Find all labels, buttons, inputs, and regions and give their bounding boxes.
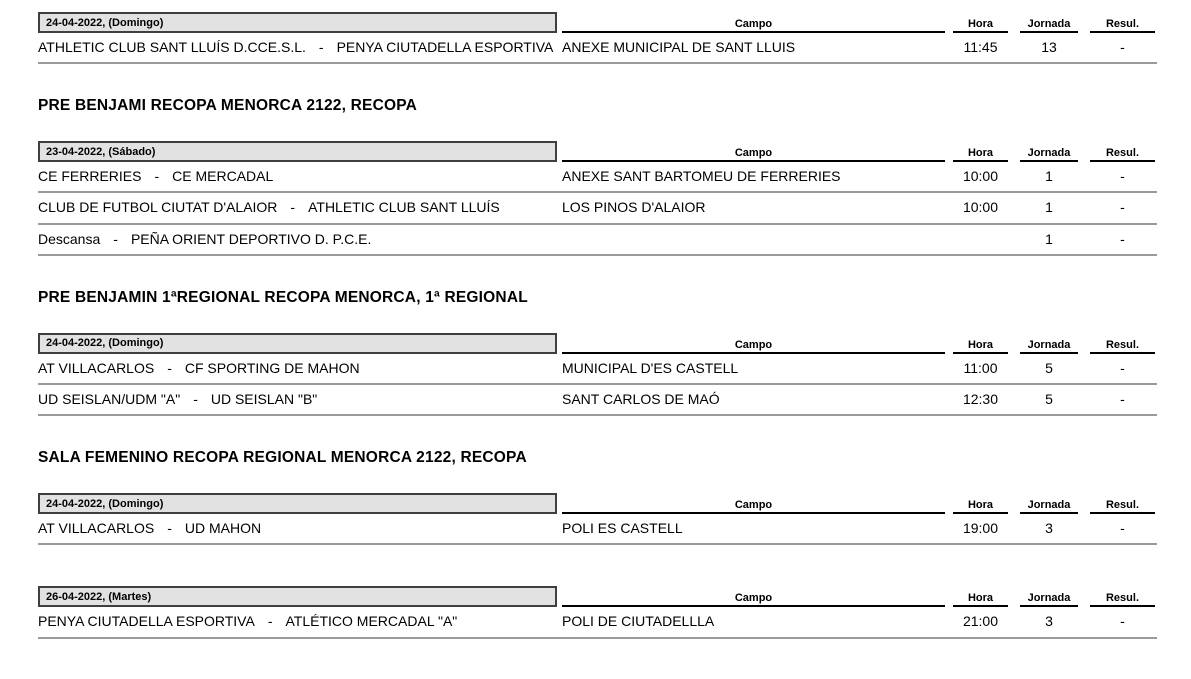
away-team: ATHLETIC CLUB SANT LLUÍS [308,199,500,216]
match-cell [38,359,557,377]
campo-cell: LOS PINOS D'ALAIOR [562,199,706,216]
jornada-cell: 1 [1045,230,1053,247]
jornada-cell: 1 [1045,168,1053,185]
hora-cell: 21:00 [962,613,999,630]
away-team: CE MERCADAL [172,168,274,185]
column-header-jornada: Jornada [1020,493,1078,514]
tables-group [38,141,1157,256]
resul-cell: - [1120,613,1125,630]
tables-group [38,12,1157,64]
competition-heading: PRE BENJAMI RECOPA MENORCA 2122, RECOPA [38,97,418,115]
vs-dash: - [318,39,324,55]
resul-cell: - [1120,359,1125,376]
column-header-resul: Resul. [1090,493,1155,514]
fixture-row [38,162,1157,193]
date-header [38,586,557,607]
away-team: CF SPORTING DE MAHON [184,359,360,376]
table-rows [38,33,1157,64]
jornada-cell: 13 [1041,39,1057,55]
competition-section [38,289,1157,416]
column-header-campo: Campo [562,586,945,607]
date-label: 26-04-2022, (Martes) [46,590,152,603]
home-team: AT VILLACARLOS [38,359,155,376]
date-label: 24-04-2022, (Domingo) [46,16,164,29]
home-team: CE FERRERIES [38,168,142,185]
competition-section [38,449,1157,638]
jornada-cell: 3 [1045,613,1053,630]
table-rows [38,354,1157,416]
date-label: 23-04-2022, (Sábado) [46,145,156,158]
home-team: AT VILLACARLOS [38,520,155,537]
table-rows [38,162,1157,256]
home-team: Descansa [38,230,101,247]
away-team: PEÑA ORIENT DEPORTIVO D. P.C.E. [130,230,372,247]
fixture-row [38,33,1157,64]
jornada-cell: 5 [1045,390,1053,407]
column-header-hora: Hora [953,493,1008,514]
hora-cell: 11:00 [963,359,998,376]
hora-cell: 19:00 [962,520,999,537]
column-header-hora: Hora [953,141,1008,162]
away-team: PENYA CIUTADELLA ESPORTIVA [336,39,554,55]
column-header-resul: Resul. [1090,333,1155,354]
column-header-campo: Campo [562,12,945,33]
table-rows [38,514,1157,545]
competition-heading: SALA FEMENINO RECOPA REGIONAL MENORCA 2122, RECOPA [38,449,527,467]
away-team: ATLÉTICO MERCADAL "A" [285,613,458,630]
hora-cell: 10:00 [962,199,999,216]
sections-container [38,12,1157,639]
campo-cell: POLI ES CASTELL [562,520,683,537]
date-header [38,141,557,162]
jornada-cell: 5 [1045,359,1053,376]
column-header-jornada: Jornada [1020,141,1078,162]
column-header-jornada: Jornada [1020,586,1078,607]
campo-cell: POLI DE CIUTADELLLA [562,613,715,630]
match-cell [38,519,557,537]
away-team: UD MAHON [184,520,262,537]
fixtures-table [38,333,1157,416]
campo-cell: SANT CARLOS DE MAÓ [562,390,720,407]
table-rows [38,607,1157,638]
column-header-campo: Campo [562,333,945,354]
fixtures-table [38,493,1157,545]
fixture-row [38,514,1157,545]
resul-cell: - [1120,199,1125,216]
fixtures-table [38,586,1157,638]
table-header-row [38,333,1157,354]
campo-cell: ANEXE SANT BARTOMEU DE FERRERIES [562,168,841,185]
column-header-hora: Hora [953,12,1008,33]
fixture-row [38,385,1157,416]
match-cell [38,390,557,408]
competition-section [38,97,1157,256]
resul-cell: - [1120,230,1125,247]
table-header-row [38,141,1157,162]
vs-dash: - [167,359,172,376]
column-header-campo: Campo [562,493,945,514]
competition-section [38,12,1157,64]
date-label: 24-04-2022, (Domingo) [46,497,164,510]
fixture-row [38,193,1157,224]
hora-cell: 11:45 [963,39,998,55]
column-header-hora: Hora [953,586,1008,607]
fixtures-table [38,12,1157,64]
campo-cell: MUNICIPAL D'ES CASTELL [562,359,739,376]
vs-dash: - [193,390,198,407]
match-cell [38,167,557,185]
vs-dash: - [290,199,296,216]
resul-cell: - [1120,39,1125,55]
away-team: UD SEISLAN "B" [210,390,318,407]
column-header-resul: Resul. [1090,12,1155,33]
column-header-jornada: Jornada [1020,333,1078,354]
home-team: ATHLETIC CLUB SANT LLUÍS D.CCE.S.L. [38,39,306,55]
vs-dash: - [167,520,172,537]
date-label: 24-04-2022, (Domingo) [46,337,164,350]
jornada-cell: 1 [1045,199,1053,216]
tables-group [38,333,1157,416]
match-cell [38,38,557,56]
match-cell [38,612,557,630]
column-header-resul: Resul. [1090,586,1155,607]
column-header-resul: Resul. [1090,141,1155,162]
hora-cell: 12:30 [962,390,999,407]
resul-cell: - [1120,168,1125,185]
fixture-row [38,354,1157,385]
date-header [38,493,557,514]
date-header [38,12,557,33]
column-header-campo: Campo [562,141,945,162]
table-header-row [38,586,1157,607]
campo-cell: ANEXE MUNICIPAL DE SANT LLUIS [562,39,796,55]
home-team: PENYA CIUTADELLA ESPORTIVA [38,613,255,630]
home-team: UD SEISLAN/UDM "A" [38,390,181,407]
date-header [38,333,557,354]
match-cell [38,198,557,216]
resul-cell: - [1120,390,1125,407]
table-header-row [38,12,1157,33]
fixture-row [38,225,1157,256]
tables-group [38,493,1157,638]
home-team: CLUB DE FUTBOL CIUTAT D'ALAIOR [38,199,278,216]
table-header-row [38,493,1157,514]
vs-dash: - [154,168,160,185]
match-cell [38,230,557,248]
hora-cell: 10:00 [962,168,999,185]
fixtures-table [38,141,1157,256]
vs-dash: - [267,613,273,630]
column-header-jornada: Jornada [1020,12,1078,33]
column-header-hora: Hora [953,333,1008,354]
jornada-cell: 3 [1045,520,1053,537]
competition-heading: PRE BENJAMIN 1ªREGIONAL RECOPA MENORCA, 1ª REGIONAL [38,288,528,306]
vs-dash: - [113,230,118,247]
resul-cell: - [1120,520,1125,537]
fixture-row [38,607,1157,638]
